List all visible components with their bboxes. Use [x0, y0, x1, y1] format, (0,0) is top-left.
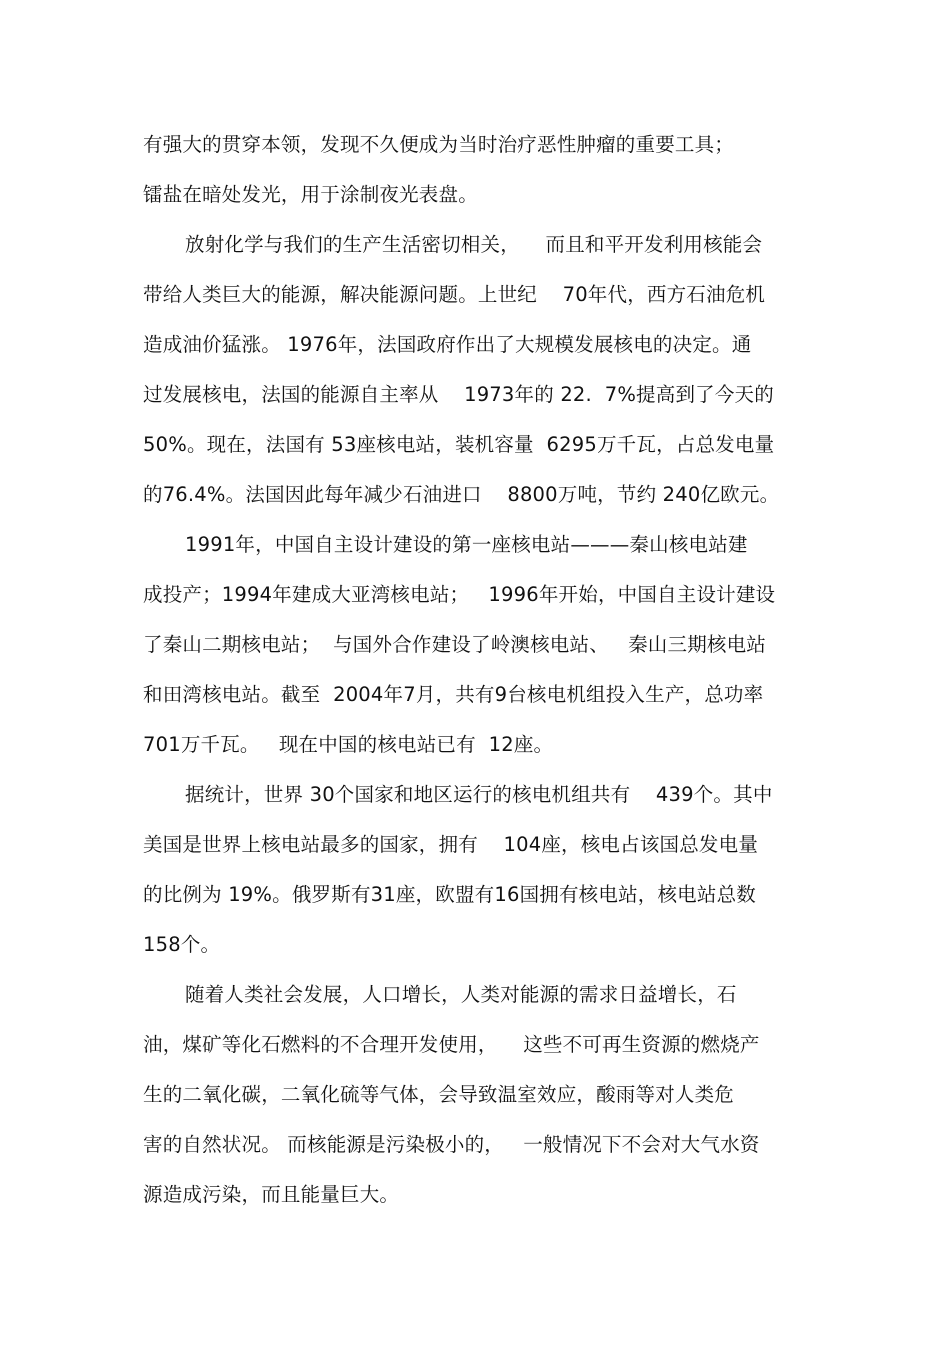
text-line: 美国是世界上核电站最多的国家，拥有 104座，核电占该国总发电量: [143, 833, 759, 856]
text-line: 有强大的贯穿本领，发现不久便成为当时治疗恶性肿瘤的重要工具；: [143, 133, 735, 156]
text-line: 带给人类巨大的能源，解决能源问题。上世纪 70年代，西方石油危机: [143, 283, 766, 306]
text-line: 701万千瓦。 现在中国的核电站已有 12座。: [143, 733, 554, 756]
text-line: 的比例为 19%。俄罗斯有31座，欧盟有16国拥有核电站，核电站总数: [143, 883, 756, 906]
text-line: 放射化学与我们的生产生活密切相关， 而且和平开发利用核能会: [185, 233, 763, 256]
text-line: 随着人类社会发展，人口增长，人类对能源的需求日益增长，石: [185, 983, 737, 1006]
paragraph-china-nuclear: [143, 520, 813, 770]
text-line: 和田湾核电站。截至 2004年7月，共有9台核电机组投入生产，总功率: [143, 683, 764, 706]
text-line: 过发展核电，法国的能源自主率从 1973年的 22. 7%提高到了今天的: [143, 383, 774, 406]
text-line: 成投产；1994年建成大亚湾核电站； 1996年开始，中国自主设计建设: [143, 583, 776, 606]
text-line: 158个。: [143, 933, 221, 956]
paragraph-france-nuclear: [143, 220, 813, 520]
text-line: 1991年，中国自主设计建设的第一座核电站———秦山核电站建: [185, 533, 748, 556]
text-line: 源造成污染，而且能量巨大。: [143, 1183, 400, 1206]
text-line: 据统计，世界 30个国家和地区运行的核电机组共有 439个。其中: [185, 783, 773, 806]
text-line: 油，煤矿等化石燃料的不合理开发使用， 这些不可再生资源的燃烧产: [143, 1033, 760, 1056]
text-line: 造成油价猛涨。 1976年，法国政府作出了大规模发展核电的决定。通: [143, 333, 752, 356]
body-text: [143, 120, 813, 1220]
paragraph-radioactivity-uses: [143, 120, 813, 220]
text-line: 了秦山二期核电站； 与国外合作建设了岭澳核电站、 秦山三期核电站: [143, 633, 766, 656]
text-line: 的76.4%。法国因此每年减少石油进口 8800万吨，节约 240亿欧元。: [143, 483, 780, 506]
text-line: 生的二氧化碳，二氧化硫等气体，会导致温室效应，酸雨等对人类危: [143, 1083, 735, 1106]
text-line: 50%。现在，法国有 53座核电站，装机容量 6295万千瓦，占总发电量: [143, 433, 775, 456]
text-line: 害的自然状况。 而核能源是污染极小的， 一般情况下不会对大气水资: [143, 1133, 760, 1156]
paragraph-energy-demand: [143, 970, 813, 1220]
text-line: 镭盐在暗处发光，用于涂制夜光表盘。: [143, 183, 478, 206]
paragraph-world-statistics: [143, 770, 813, 970]
